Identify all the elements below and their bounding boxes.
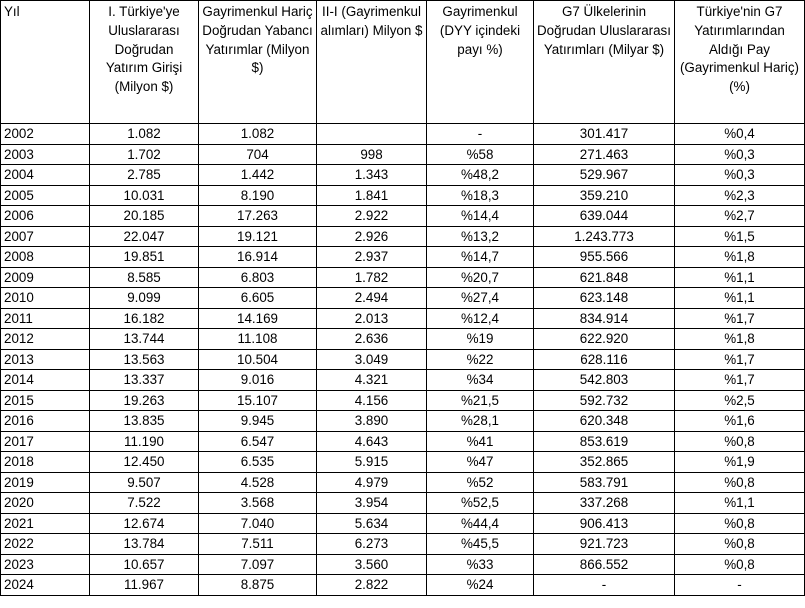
value-cell: %44,4 (427, 513, 534, 534)
value-cell: %0,3 (675, 144, 805, 165)
value-cell: - (534, 575, 675, 596)
value-cell: %1,6 (675, 411, 805, 432)
value-cell: 1.082 (90, 124, 199, 145)
value-cell: %2,5 (675, 390, 805, 411)
year-cell: 2022 (1, 534, 90, 555)
table-row (1, 329, 805, 350)
year-cell: 2002 (1, 124, 90, 145)
value-cell: %24 (427, 575, 534, 596)
value-cell: 9.945 (199, 411, 317, 432)
value-cell: 2.785 (90, 165, 199, 186)
value-cell: %2,3 (675, 185, 805, 206)
value-cell: 853.619 (534, 431, 675, 452)
year-cell: 2009 (1, 267, 90, 288)
value-cell: 5.915 (317, 452, 427, 473)
table-row (1, 165, 805, 186)
value-cell: 5.634 (317, 513, 427, 534)
value-cell: %27,4 (427, 288, 534, 309)
value-cell: 3.954 (317, 493, 427, 514)
table-row (1, 513, 805, 534)
table-row (1, 370, 805, 391)
header-real-estate-purchases: II-I (Gayrimenkul alımları) Milyon $ (317, 1, 427, 124)
value-cell: %1,7 (675, 370, 805, 391)
year-cell: 2015 (1, 390, 90, 411)
value-cell: 2.494 (317, 288, 427, 309)
value-cell: %2,7 (675, 206, 805, 227)
value-cell: 14.169 (199, 308, 317, 329)
table-row (1, 247, 805, 268)
table-row (1, 206, 805, 227)
year-cell: 2014 (1, 370, 90, 391)
value-cell: 8.585 (90, 267, 199, 288)
value-cell: 704 (199, 144, 317, 165)
value-cell: 10.504 (199, 349, 317, 370)
value-cell: 11.190 (90, 431, 199, 452)
value-cell: %0,8 (675, 513, 805, 534)
value-cell: %33 (427, 554, 534, 575)
year-cell: 2004 (1, 165, 90, 186)
value-cell: %1,8 (675, 247, 805, 268)
value-cell: 8.875 (199, 575, 317, 596)
value-cell: %48,2 (427, 165, 534, 186)
value-cell: %47 (427, 452, 534, 473)
value-cell: %0,8 (675, 554, 805, 575)
table-body (1, 124, 805, 596)
year-cell: 2011 (1, 308, 90, 329)
value-cell: 1.082 (199, 124, 317, 145)
table-row (1, 124, 805, 145)
year-cell: 2016 (1, 411, 90, 432)
value-cell: 7.097 (199, 554, 317, 575)
year-cell: 2018 (1, 452, 90, 473)
value-cell: %12,4 (427, 308, 534, 329)
value-cell: 2.013 (317, 308, 427, 329)
value-cell: 20.185 (90, 206, 199, 227)
value-cell: %0,8 (675, 472, 805, 493)
value-cell: 301.417 (534, 124, 675, 145)
value-cell: 6.273 (317, 534, 427, 555)
table-row (1, 534, 805, 555)
value-cell: 955.566 (534, 247, 675, 268)
value-cell: 4.528 (199, 472, 317, 493)
value-cell: 7.040 (199, 513, 317, 534)
value-cell: %20,7 (427, 267, 534, 288)
value-cell (317, 124, 427, 145)
value-cell: 3.049 (317, 349, 427, 370)
value-cell: 13.835 (90, 411, 199, 432)
value-cell: 906.413 (534, 513, 675, 534)
value-cell: 352.865 (534, 452, 675, 473)
table-row (1, 349, 805, 370)
value-cell: 622.920 (534, 329, 675, 350)
table-row (1, 554, 805, 575)
value-cell: 4.979 (317, 472, 427, 493)
value-cell: %19 (427, 329, 534, 350)
value-cell: 1.343 (317, 165, 427, 186)
value-cell: 19.851 (90, 247, 199, 268)
table-row (1, 411, 805, 432)
value-cell: %52 (427, 472, 534, 493)
value-cell: %22 (427, 349, 534, 370)
table-row (1, 452, 805, 473)
header-real-estate-share: Gayrimenkul (DYY içindeki payı %) (427, 1, 534, 124)
value-cell: - (675, 575, 805, 596)
table-row (1, 493, 805, 514)
value-cell: 834.914 (534, 308, 675, 329)
value-cell: 529.967 (534, 165, 675, 186)
table-row (1, 185, 805, 206)
value-cell: 1.442 (199, 165, 317, 186)
value-cell: 4.156 (317, 390, 427, 411)
value-cell: %1,1 (675, 267, 805, 288)
table-row (1, 226, 805, 247)
year-cell: 2010 (1, 288, 90, 309)
value-cell: 542.803 (534, 370, 675, 391)
table-row (1, 390, 805, 411)
value-cell: 6.605 (199, 288, 317, 309)
value-cell: 2.636 (317, 329, 427, 350)
value-cell: 12.450 (90, 452, 199, 473)
table-row (1, 288, 805, 309)
value-cell: 15.107 (199, 390, 317, 411)
value-cell: %34 (427, 370, 534, 391)
header-fdi-excl-real-estate: Gayrimenkul Hariç Doğrudan Yabancı Yatırımlar (Milyon $) (199, 1, 317, 124)
value-cell: %52,5 (427, 493, 534, 514)
year-cell: 2006 (1, 206, 90, 227)
value-cell: 998 (317, 144, 427, 165)
table-row (1, 431, 805, 452)
year-cell: 2023 (1, 554, 90, 575)
value-cell: %1,7 (675, 308, 805, 329)
value-cell: - (427, 124, 534, 145)
value-cell: 10.031 (90, 185, 199, 206)
value-cell: 22.047 (90, 226, 199, 247)
value-cell: 337.268 (534, 493, 675, 514)
value-cell: 7.522 (90, 493, 199, 514)
value-cell: 7.511 (199, 534, 317, 555)
table-row (1, 575, 805, 596)
value-cell: 9.099 (90, 288, 199, 309)
year-cell: 2003 (1, 144, 90, 165)
year-cell: 2008 (1, 247, 90, 268)
value-cell: 9.507 (90, 472, 199, 493)
value-cell: %28,1 (427, 411, 534, 432)
value-cell: 866.552 (534, 554, 675, 575)
table-row (1, 308, 805, 329)
header-year: Yıl (1, 1, 90, 124)
value-cell: %18,3 (427, 185, 534, 206)
value-cell: 3.568 (199, 493, 317, 514)
value-cell: %45,5 (427, 534, 534, 555)
year-cell: 2019 (1, 472, 90, 493)
value-cell: 620.348 (534, 411, 675, 432)
value-cell: 621.848 (534, 267, 675, 288)
value-cell: %0,8 (675, 534, 805, 555)
value-cell: %0,4 (675, 124, 805, 145)
header-g7-fdi: G7 Ülkelerinin Doğrudan Uluslararası Yatırımları (Milyar $) (534, 1, 675, 124)
value-cell: 623.148 (534, 288, 675, 309)
header-turkey-g7-share: Türkiye'nin G7 Yatırımlarından Aldığı Pay (Gayrimenkul Hariç) (%) (675, 1, 805, 124)
value-cell: 628.116 (534, 349, 675, 370)
header-row (1, 1, 805, 124)
value-cell: 639.044 (534, 206, 675, 227)
header-fdi-inflow: I. Türkiye'ye Uluslararası Doğrudan Yatırım Girişi (Milyon $) (90, 1, 199, 124)
value-cell: 592.732 (534, 390, 675, 411)
value-cell: %1,8 (675, 329, 805, 350)
value-cell: 3.890 (317, 411, 427, 432)
year-cell: 2024 (1, 575, 90, 596)
value-cell: %1,5 (675, 226, 805, 247)
value-cell: 19.263 (90, 390, 199, 411)
value-cell: 1.702 (90, 144, 199, 165)
value-cell: 2.926 (317, 226, 427, 247)
value-cell: 4.321 (317, 370, 427, 391)
value-cell: 13.337 (90, 370, 199, 391)
table-row (1, 472, 805, 493)
value-cell: 8.190 (199, 185, 317, 206)
value-cell: 583.791 (534, 472, 675, 493)
year-cell: 2012 (1, 329, 90, 350)
value-cell: 1.243.773 (534, 226, 675, 247)
value-cell: 12.674 (90, 513, 199, 534)
value-cell: 6.803 (199, 267, 317, 288)
value-cell: 1.782 (317, 267, 427, 288)
value-cell: 6.547 (199, 431, 317, 452)
value-cell: %1,1 (675, 288, 805, 309)
value-cell: 921.723 (534, 534, 675, 555)
value-cell: 17.263 (199, 206, 317, 227)
value-cell: 2.922 (317, 206, 427, 227)
year-cell: 2013 (1, 349, 90, 370)
value-cell: 1.841 (317, 185, 427, 206)
year-cell: 2005 (1, 185, 90, 206)
value-cell: 13.744 (90, 329, 199, 350)
table-row (1, 267, 805, 288)
value-cell: %0,8 (675, 431, 805, 452)
value-cell: %13,2 (427, 226, 534, 247)
value-cell: 2.937 (317, 247, 427, 268)
value-cell: %0,3 (675, 165, 805, 186)
value-cell: 6.535 (199, 452, 317, 473)
value-cell: %1,7 (675, 349, 805, 370)
value-cell: 19.121 (199, 226, 317, 247)
table-row (1, 144, 805, 165)
value-cell: 271.463 (534, 144, 675, 165)
value-cell: 13.563 (90, 349, 199, 370)
value-cell: 16.914 (199, 247, 317, 268)
value-cell: 359.210 (534, 185, 675, 206)
year-cell: 2020 (1, 493, 90, 514)
value-cell: %1,9 (675, 452, 805, 473)
value-cell: %1,1 (675, 493, 805, 514)
value-cell: %14,4 (427, 206, 534, 227)
value-cell: 4.643 (317, 431, 427, 452)
value-cell: 16.182 (90, 308, 199, 329)
year-cell: 2021 (1, 513, 90, 534)
value-cell: 9.016 (199, 370, 317, 391)
value-cell: %14,7 (427, 247, 534, 268)
year-cell: 2007 (1, 226, 90, 247)
value-cell: %41 (427, 431, 534, 452)
value-cell: 11.967 (90, 575, 199, 596)
value-cell: %58 (427, 144, 534, 165)
value-cell: 10.657 (90, 554, 199, 575)
year-cell: 2017 (1, 431, 90, 452)
value-cell: 13.784 (90, 534, 199, 555)
value-cell: 11.108 (199, 329, 317, 350)
value-cell: %21,5 (427, 390, 534, 411)
value-cell: 2.822 (317, 575, 427, 596)
value-cell: 3.560 (317, 554, 427, 575)
